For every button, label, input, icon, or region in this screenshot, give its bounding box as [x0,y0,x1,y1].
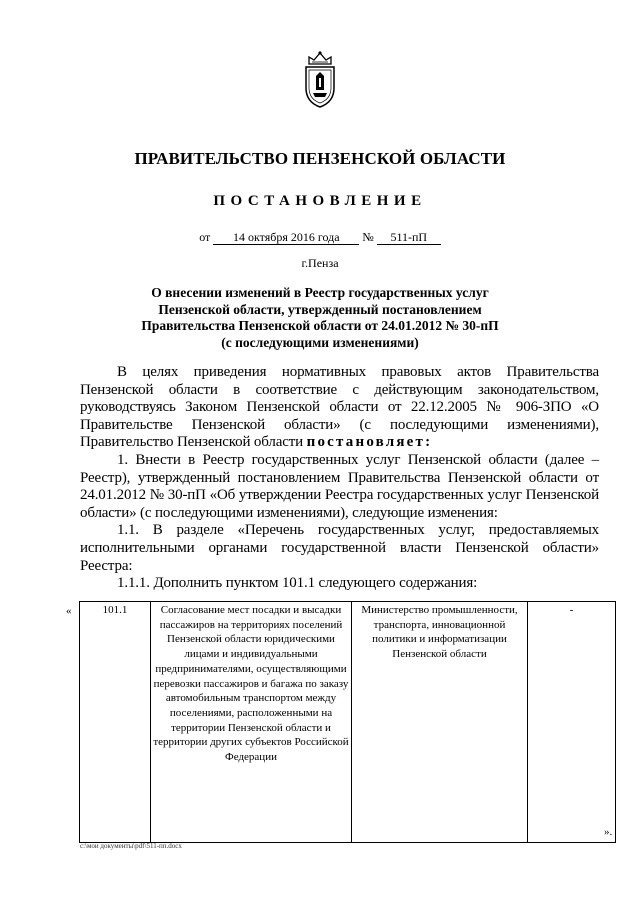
resolution-keyword: постановляет: [306,434,433,451]
cell-item-number: 101.1 [80,602,151,843]
date-number-line [0,230,640,245]
paragraph-item-1: 1. Внести в Реестр государственных услуг Пензенской области (далее – Реестр), утвержденный постановлением Правительства Пензенской области от 24.01.2012 № 30-пП «Об утверждении Реестра государственных услуг Пензенской области» (с последующими изменениями), следующие изменения: [80,451,599,521]
document-type: ПОСТАНОВЛЕНИЕ [213,193,427,209]
file-path-footer: c:\мои документы\pdf\511-пп.docx [80,842,182,850]
subject-line: О внесении изменений в Реестр государственных услуг [151,285,489,300]
document-number: 511-пП [377,230,441,245]
preamble-text: В целях приведения нормативных правовых актов Правительства Пензенской области в соответствие с действующим законодательством, руководствуясь Законом Пензенской области от 22.12.2005 № 906-ЗПО «О Правительстве Пензенской области» (с последующими изменениями), Правительство Пензенской области [80,364,599,451]
date-prefix: от [199,230,211,244]
cell-authority: Министерство промышленности, транспорта, инновационной политики и информатизации Пензенской области [352,602,528,843]
document-subject [120,285,520,351]
subject-line: Пензенской области, утвержденный постановлением [158,301,482,317]
opening-quote: « [66,605,72,617]
table-row [80,602,616,843]
cell-extra: - [528,602,616,843]
city-label: г.Пенза [301,256,339,270]
registry-table [79,601,616,843]
coat-of-arms-emblem [300,50,340,110]
paragraph-preamble [80,364,599,452]
subject-line: Правительства Пензенской области от 24.01.2012 № 30-пП [141,318,499,333]
subject-line: (с последующими изменениями) [221,334,419,350]
organization-title: ПРАВИТЕЛЬСТВО ПЕНЗЕНСКОЙ ОБЛАСТИ [134,149,506,168]
closing-quote: ». [604,826,613,838]
document-body [80,364,599,593]
paragraph-item-1-1: 1.1. В разделе «Перечень государственных услуг, предоставляемых исполнительными органами государственной власти Пензенской области» Реестра: [80,522,599,574]
paragraph-item-1-1-1: 1.1.1. Дополнить пунктом 101.1 следующего содержания: [117,575,478,592]
document-date: 14 октября 2016 года [213,230,359,245]
cell-service-name: Согласование мест посадки и высадки пассажиров на территориях поселений Пензенской области юридическими лицами и индивидуальными предпринимателями, осуществляющими перевозки пассажиров и багажа по заказу автомобильным транспортом между поселениями, расположенными на территории Пензенской области и территории других субъектов Российской Федерации [151,602,352,843]
number-prefix: № [362,230,374,244]
